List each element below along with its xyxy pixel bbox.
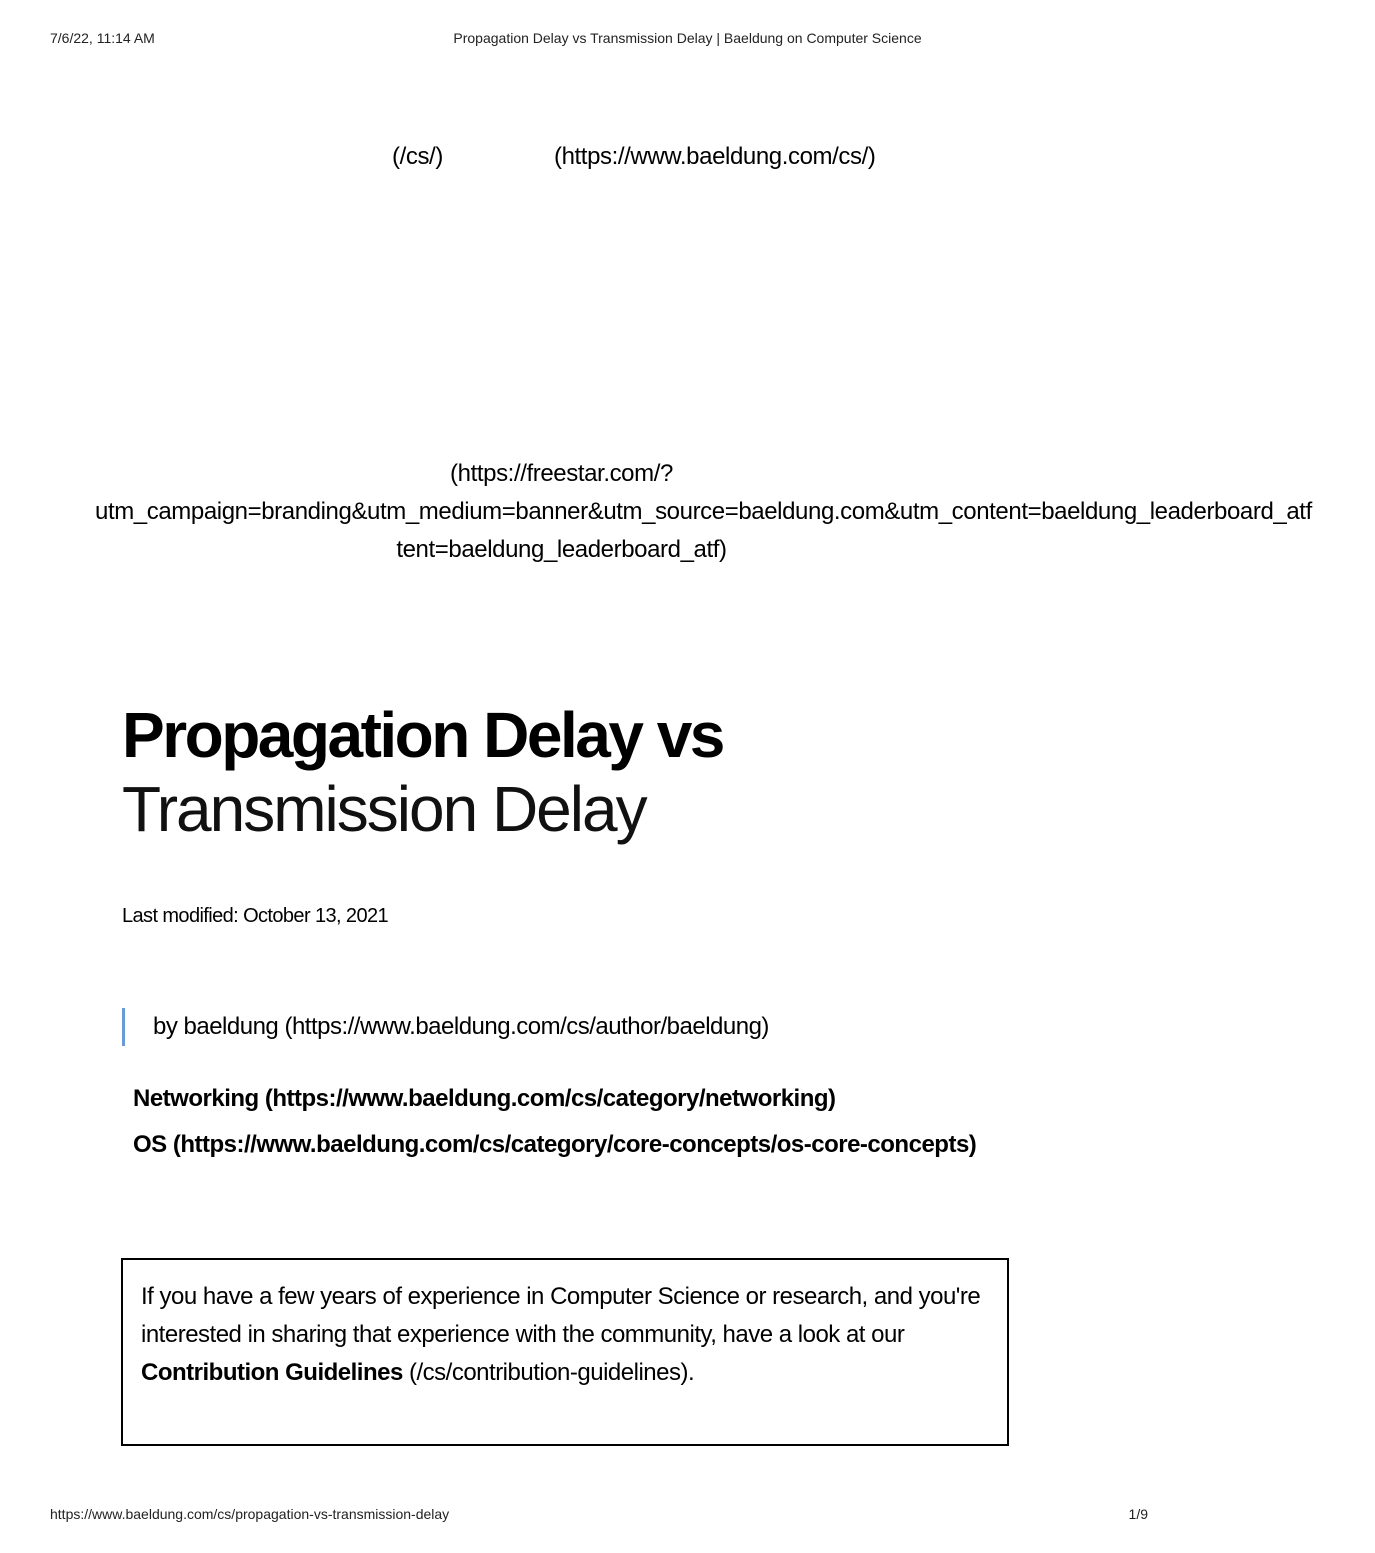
- title-bold-part: Propagation Delay vs: [122, 699, 723, 771]
- ad-link-line-2: utm_campaign=branding&utm_medium=banner&utm_source=baeldung.com&utm_content=baeldung_leaderboard_atf: [95, 498, 1312, 525]
- ad-link-line-1: (https://freestar.com/?: [450, 460, 673, 487]
- home-link[interactable]: (/cs/): [392, 143, 443, 170]
- category-list: [133, 1080, 993, 1164]
- print-url: https://www.baeldung.com/cs/propagation-vs-transmission-delay: [50, 1506, 450, 1522]
- title-light-part: Transmission Delay: [122, 773, 646, 845]
- category-os-link[interactable]: OS (https://www.baeldung.com/cs/category/core-concepts/os-core-concepts): [133, 1131, 977, 1158]
- page-number: 1/9: [1128, 1506, 1148, 1522]
- print-date: 7/6/22, 11:14 AM: [50, 30, 155, 46]
- print-footer: [0, 1506, 1200, 1526]
- print-doc-title: Propagation Delay vs Transmission Delay | Baeldung on Computer Science: [453, 30, 922, 46]
- contribution-guidelines-link[interactable]: Contribution Guidelines: [141, 1359, 403, 1386]
- page-title: [122, 698, 1022, 846]
- ad-link-line-3: tent=baeldung_leaderboard_atf): [396, 536, 727, 563]
- contribution-callout: [121, 1258, 1009, 1446]
- last-modified: Last modified: October 13, 2021: [122, 905, 389, 927]
- print-header: [0, 30, 1200, 50]
- category-networking-link[interactable]: Networking (https://www.baeldung.com/cs/category/networking): [133, 1085, 836, 1112]
- contribution-text: If you have a few years of experience in Computer Science or research, and you're interested in sharing that experience with the community, have a look at our: [141, 1283, 981, 1348]
- contribution-link-url[interactable]: (/cs/contribution-guidelines).: [402, 1359, 695, 1386]
- author-byline[interactable]: [122, 1008, 769, 1046]
- ad-banner-link[interactable]: [95, 455, 1312, 569]
- site-link[interactable]: (https://www.baeldung.com/cs/): [554, 143, 876, 170]
- author-link[interactable]: by baeldung (https://www.baeldung.com/cs/author/baeldung): [153, 1013, 769, 1040]
- top-links: [392, 143, 876, 171]
